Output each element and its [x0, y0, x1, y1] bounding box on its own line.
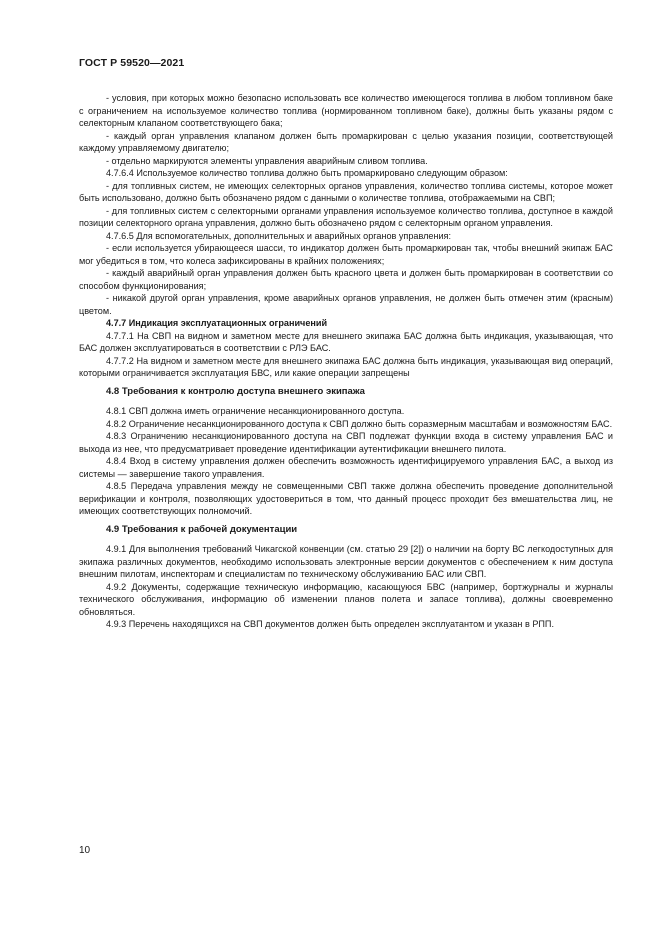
paragraph: - для топливных систем, не имеющих селекторных органов управления, количество топлива системы, которое может быть использовано, должно быть обозначено рядом с данными о количестве топлива, отображаемыми на СВП;: [79, 180, 613, 203]
paragraph: 4.9.3 Перечень находящихся на СВП документов должен быть определен эксплуатантом и указан в РПП.: [106, 619, 554, 629]
paragraph: - отдельно маркируются элементы управления аварийным сливом топлива.: [106, 155, 428, 166]
paragraph: 4.7.6.4 Используемое количество топлива должно быть промаркировано следующим образом:: [106, 168, 508, 178]
paragraph: - условия, при которых можно безопасно использовать все количество имеющегося топлива в любом топливном баке с ограничением на используемое количество топлива (нормированном топливном баке), должны быть указаны рядом с селекторным клапаном соответствующего бака;: [79, 93, 613, 128]
paragraph: 4.8.3 Ограничению несанкционированного доступа на СВП подлежат функции входа в систему управления БАС и выхода из нее, что предусматривает проведение идентификации аутентификации внешнего пилота.: [79, 431, 613, 454]
paragraph: 4.9.2 Документы, содержащие техническую информацию, касающуюся БВС (например, бортжурналы и журналы технического обслуживания, информацию об изменении планов полета и запасе топлива), должны своевременно обновляться.: [79, 581, 613, 617]
paragraph: 4.8.4 Вход в систему управления должен обеспечить возможность идентифицируемого управления БАС, а выход из системы — завершение такого управления.: [79, 456, 613, 479]
paragraph: 4.8.2 Ограничение несанкционированного доступа к СВП должно быть соразмерным масштабам и возможностям БАС.: [106, 418, 613, 429]
subsection-heading: 4.7.7 Индикация эксплуатационных ограничений: [106, 318, 328, 328]
page-number: 10: [79, 845, 91, 856]
paragraph: - никакой другой орган управления, кроме аварийных органов управления, не должен быть отмечен этим (красным) цветом.: [79, 293, 613, 316]
document-header: ГОСТ Р 59520—2021: [79, 57, 185, 69]
paragraph: - каждый орган управления клапаном должен быть промаркирован с целью указания позиции, соответствующей каждому управляемому двигателю;: [79, 130, 613, 153]
paragraph: 4.8.5 Передача управления между не совмещенными СВП также должна обеспечить проведение дополнительной верификации и контроля, позволяющих удостовериться в том, что данный процесс проходит без вмешательства лиц, не имеющих соответствующих полномочий.: [79, 481, 613, 516]
paragraph: 4.7.6.5 Для вспомогательных, дополнительных и аварийных органов управления:: [106, 230, 452, 241]
paragraph: 4.7.7.1 На СВП на видном и заметном месте для внешнего экипажа БАС должна быть индикация, указывающая, что БАС должен эксплуатироваться в соответствии с РЛЭ БАС.: [79, 330, 613, 353]
section-heading: 4.9 Требования к рабочей документации: [106, 523, 298, 535]
paragraph: 4.8.1 СВП должна иметь ограничение несанкционированного доступа.: [106, 406, 405, 416]
paragraph: - если используется убирающееся шасси, то индикатор должен быть промаркирован так, чтобы внешний экипаж БАС мог убедиться в том, что колеса зафиксированы в крайних положениях;: [79, 243, 613, 266]
paragraph: 4.7.7.2 На видном и заметном месте для внешнего экипажа БАС должна быть индикация, указывающая вид операций, которыми ограничивается эксплуатация БВС, или какие операции запрещены: [79, 355, 613, 378]
document-body: [79, 92, 613, 631]
paragraph: 4.9.1 Для выполнения требований Чикагской конвенции (см. статью 29 [2]) о наличии на борту ВС легкодоступных для экипажа различных документов, необходимо использовать электронные версии документов с обеспечением к ним доступа внешним пилотам, инспекторам и специалистам по техническому обслуживанию БАС или СВП.: [79, 544, 613, 579]
section-heading: 4.8 Требования к контролю доступа внешнего экипажа: [106, 385, 365, 397]
paragraph: - каждый аварийный орган управления должен быть красного цвета и должен быть промаркирован в соответствии со способом функционирования;: [79, 268, 613, 291]
paragraph: - для топливных систем с селекторными органами управления используемое количество топлива, доступное в каждой позиции селекторного органа управления, должно быть обозначено рядом с селекторным органом управления.: [79, 205, 613, 228]
